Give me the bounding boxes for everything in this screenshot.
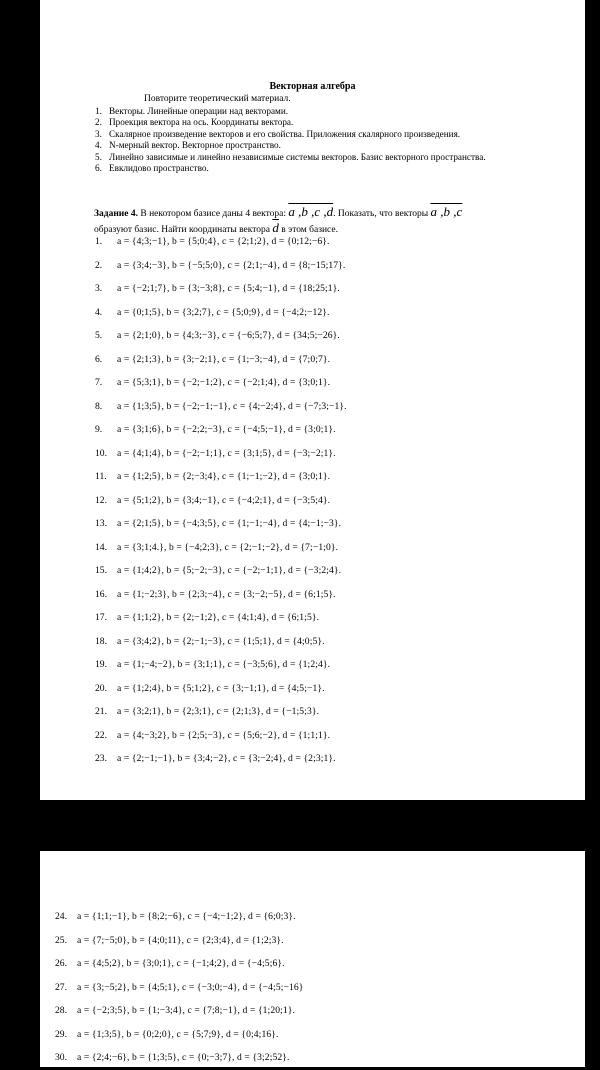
task-vectors-2: a ,b ,c xyxy=(430,204,463,219)
theory-item xyxy=(95,163,565,174)
item-number: 2. xyxy=(95,117,102,128)
variant-expression: a = {3;4;2}, b = {2;−1;−3}, c = {1;5;1}, d = {4;0;5}. xyxy=(117,635,325,647)
variant-expression: a = {0;1;5}, b = {3;2;7}, c = {5;0;9}, d = {−4;2;−12}. xyxy=(117,306,330,318)
variant-expression: a = {2;1;0}, b = {4;3;−3}, c = {−6;5;7}, d = {34;5;−26}. xyxy=(117,330,340,342)
variant-list-1 xyxy=(95,230,347,771)
variant-row xyxy=(55,929,304,953)
item-number: 22. xyxy=(95,729,107,741)
item-number: 19. xyxy=(95,659,107,671)
variant-row xyxy=(95,324,347,348)
item-number: 30. xyxy=(55,1052,67,1064)
variant-row xyxy=(55,905,304,929)
item-number: 4. xyxy=(95,306,103,318)
item-number: 13. xyxy=(95,518,107,530)
variant-row xyxy=(95,677,347,701)
variant-expression: a = {1;1;−1}, b = {8;2;−6}, c = {−4;−1;2}, d = {6;0;3}. xyxy=(77,911,296,923)
variant-expression: a = {2;1;3}, b = {3;−2;1}, c = {1;−3;−4}, d = {7;0;7}. xyxy=(117,353,331,365)
document-page-1 xyxy=(40,0,585,800)
variant-expression: a = {1;−2;3}, b = {2;3;−4}, c = {3;−2;−5}, d = {6;1;5}. xyxy=(117,588,336,600)
item-number: 29. xyxy=(55,1028,67,1040)
variant-row xyxy=(95,301,347,325)
variant-expression: a = {1;1;2}, b = {2;−1;2}, c = {4;1;4}, d = {6;1;5}. xyxy=(117,612,320,624)
variant-row xyxy=(95,559,347,583)
variant-expression: a = {1;3;5}, b = {−2;−1;−1}, c = {4;−2;4}, d = {−7;3;−1}. xyxy=(117,400,347,412)
theory-item xyxy=(95,129,565,140)
variant-row xyxy=(95,277,347,301)
theory-item-text: Проекция вектора на ось. Координаты вектора. xyxy=(109,117,294,128)
item-number: 26. xyxy=(55,958,67,970)
item-number: 8. xyxy=(95,400,103,412)
variant-list-2 xyxy=(55,905,304,1070)
variant-expression: a = {−2;1;7}, b = {3;−3;8}, c = {5;4;−1}, d = {18;25;1}. xyxy=(117,283,340,295)
variant-expression: a = {5;3;1}, b = {−2;−1;2}, c = {−2;1;4}, d = {3;0;1}. xyxy=(117,377,331,389)
item-number: 1. xyxy=(95,106,102,116)
item-number: 28. xyxy=(55,1005,67,1017)
variant-row xyxy=(55,976,304,1000)
item-number: 4. xyxy=(95,140,102,151)
item-number: 5. xyxy=(95,151,102,162)
theory-item-text: Векторы. Линейные операции над векторами. xyxy=(109,106,289,116)
item-number: 20. xyxy=(95,682,107,694)
item-number: 24. xyxy=(55,911,67,923)
task-label: Задание 4. xyxy=(94,209,138,219)
task-vectors-1: a ,b ,c ,d xyxy=(288,204,334,219)
variant-row xyxy=(95,371,347,395)
variant-row xyxy=(95,606,347,630)
variant-expression: a = {4;−3;2}, b = {2;5;−3}, c = {5;6;−2}, d = {1;1;1}. xyxy=(117,729,331,741)
variant-row xyxy=(95,230,347,254)
variant-expression: a = {3;1;6}, b = {−2;2;−3}, c = {−4;5;−1}, d = {3;0;1}. xyxy=(117,424,336,436)
variant-expression: a = {2;4;−6}, b = {1;3;5}, c = {0;−3;7}, d = {3;2;52}. xyxy=(77,1052,290,1064)
task-text-2: . Показать, что векторы xyxy=(333,209,429,219)
item-number: 1. xyxy=(95,236,103,248)
item-number: 17. xyxy=(95,612,107,624)
variant-row xyxy=(95,418,347,442)
variant-expression: a = {5;1;2}, b = {3;4;−1}, c = {−4;2;1}, d = {−3;5;4}. xyxy=(117,494,331,506)
variant-expression: a = {2;−1;−1}, b = {3;4;−2}, c = {3;−2;4}, d = {2;3;1}. xyxy=(117,753,336,765)
theory-item-text: Евклидово пространство. xyxy=(109,163,209,174)
variant-expression: a = {4;1;4}, b = {−2;−1;1}, c = {3;1;5}, d = {−3;−2;1}. xyxy=(117,447,336,459)
variant-expression: a = {4;5;2}, b = {3;0;1}, c = {−1;4;2}, d = {−4;5;6}. xyxy=(77,958,285,970)
theory-item-text: Скалярное произведение векторов и его свойства. Приложения скалярного произведения. xyxy=(109,128,461,139)
variant-expression: a = {1;−4;−2}, b = {3;1;1}, c = {−3;5;6}, d = {1;2;4}. xyxy=(117,659,331,671)
item-number: 3. xyxy=(95,283,103,295)
task-text-1: В некотором базисе даны 4 вектора: xyxy=(140,209,286,219)
variant-row xyxy=(55,999,304,1023)
variant-expression: a = {3;2;1}, b = {2;3;1}, c = {2;1;3}, d = {−1;5;3}. xyxy=(117,706,320,718)
theory-item xyxy=(95,140,565,151)
variant-row xyxy=(95,512,347,536)
item-number: 18. xyxy=(95,635,107,647)
variant-row xyxy=(95,465,347,489)
item-number: 23. xyxy=(95,753,107,765)
item-number: 11. xyxy=(95,471,107,483)
item-number: 16. xyxy=(95,588,107,600)
theory-list xyxy=(95,106,565,174)
variant-expression: a = {1;4;2}, b = {5;−2;−3}, c = {−2;−1;1}, d = {−3;2;4}. xyxy=(117,565,342,577)
item-number: 12. xyxy=(95,494,107,506)
theory-item xyxy=(95,117,565,128)
item-number: 5. xyxy=(95,330,103,342)
item-number: 21. xyxy=(95,706,107,718)
variant-row xyxy=(95,700,347,724)
variant-expression: a = {1;3;5}, b = {0;2;0}, c = {5;7;9}, d = {0;4;16}. xyxy=(77,1028,279,1040)
variant-expression: a = {3;−5;2}, b = {4;5;1}, c = {−3;0;−4}, d = {−4;5;−16} xyxy=(77,981,304,993)
item-number: 6. xyxy=(95,163,102,174)
item-number: 27. xyxy=(55,981,67,993)
variant-row xyxy=(95,653,347,677)
variant-expression: a = {3;1;4.}, b = {−4;2;3}, c = {2;−1;−2}, d = {7;−1;0}. xyxy=(117,541,339,553)
item-number: 9. xyxy=(95,424,103,436)
variant-row xyxy=(95,724,347,748)
variant-expression: a = {1;2;5}, b = {2;−3;4}, c = {1;−1;−2}, d = {3;0;1}. xyxy=(117,471,331,483)
page-title: Векторная алгебра xyxy=(269,81,356,92)
intro-text: Повторите теоретический материал. xyxy=(144,94,291,104)
task-text-4: в этом базисе. xyxy=(281,225,338,235)
variant-row xyxy=(95,254,347,278)
variant-row xyxy=(95,395,347,419)
variant-expression: a = {4;3;−1}, b = {5;0;4}, c = {2;1;2}, d = {0;12;−6}. xyxy=(117,236,330,248)
variant-row xyxy=(95,747,347,771)
variant-expression: a = {2;1;5}, b = {−4;3;5}, c = {1;−1;−4}, d = {4;−1;−3}. xyxy=(117,518,342,530)
variant-expression: a = {−2;3;5}, b = {1;−3;4}, c = {7;8;−1}, d = {1;20;1}. xyxy=(77,1005,295,1017)
variant-row xyxy=(95,630,347,654)
variant-row xyxy=(95,489,347,513)
variant-row xyxy=(95,583,347,607)
item-number: 6. xyxy=(95,353,103,365)
item-number: 2. xyxy=(95,259,103,271)
variant-row xyxy=(95,442,347,466)
theory-item xyxy=(95,152,565,163)
variant-row xyxy=(55,952,304,976)
task-text-3: образуют базис. Найти координаты вектора xyxy=(94,225,270,235)
variant-row xyxy=(95,536,347,560)
variant-expression: a = {7;−5;0}, b = {4;0;11}, c = {2;3;4}, d = {1;2;3}. xyxy=(77,934,284,946)
item-number: 10. xyxy=(95,447,107,459)
variant-expression: a = {1;2;4}, b = {5;1;2}, c = {3;−1;1}, d = {4;5;−1}. xyxy=(117,682,325,694)
theory-item-text: N-мерный вектор. Векторное пространство. xyxy=(109,140,281,151)
item-number: 25. xyxy=(55,934,67,946)
task-vector-3: $\overline{d}$ xyxy=(272,220,279,235)
variant-row xyxy=(95,348,347,372)
theory-item xyxy=(95,106,565,117)
variant-row xyxy=(55,1046,304,1070)
item-number: 14. xyxy=(95,541,107,553)
theory-item-text: Линейно зависимые и линейно независимые системы векторов. Базис векторного пространства. xyxy=(109,151,486,162)
variant-expression: a = {3;4;−3}, b = {−5;5;0}, c = {2;1;−4}, d = {8;−15;17}. xyxy=(117,259,346,271)
variant-row xyxy=(55,1023,304,1047)
item-number: 3. xyxy=(95,128,102,139)
item-number: 15. xyxy=(95,565,107,577)
item-number: 7. xyxy=(95,377,103,389)
